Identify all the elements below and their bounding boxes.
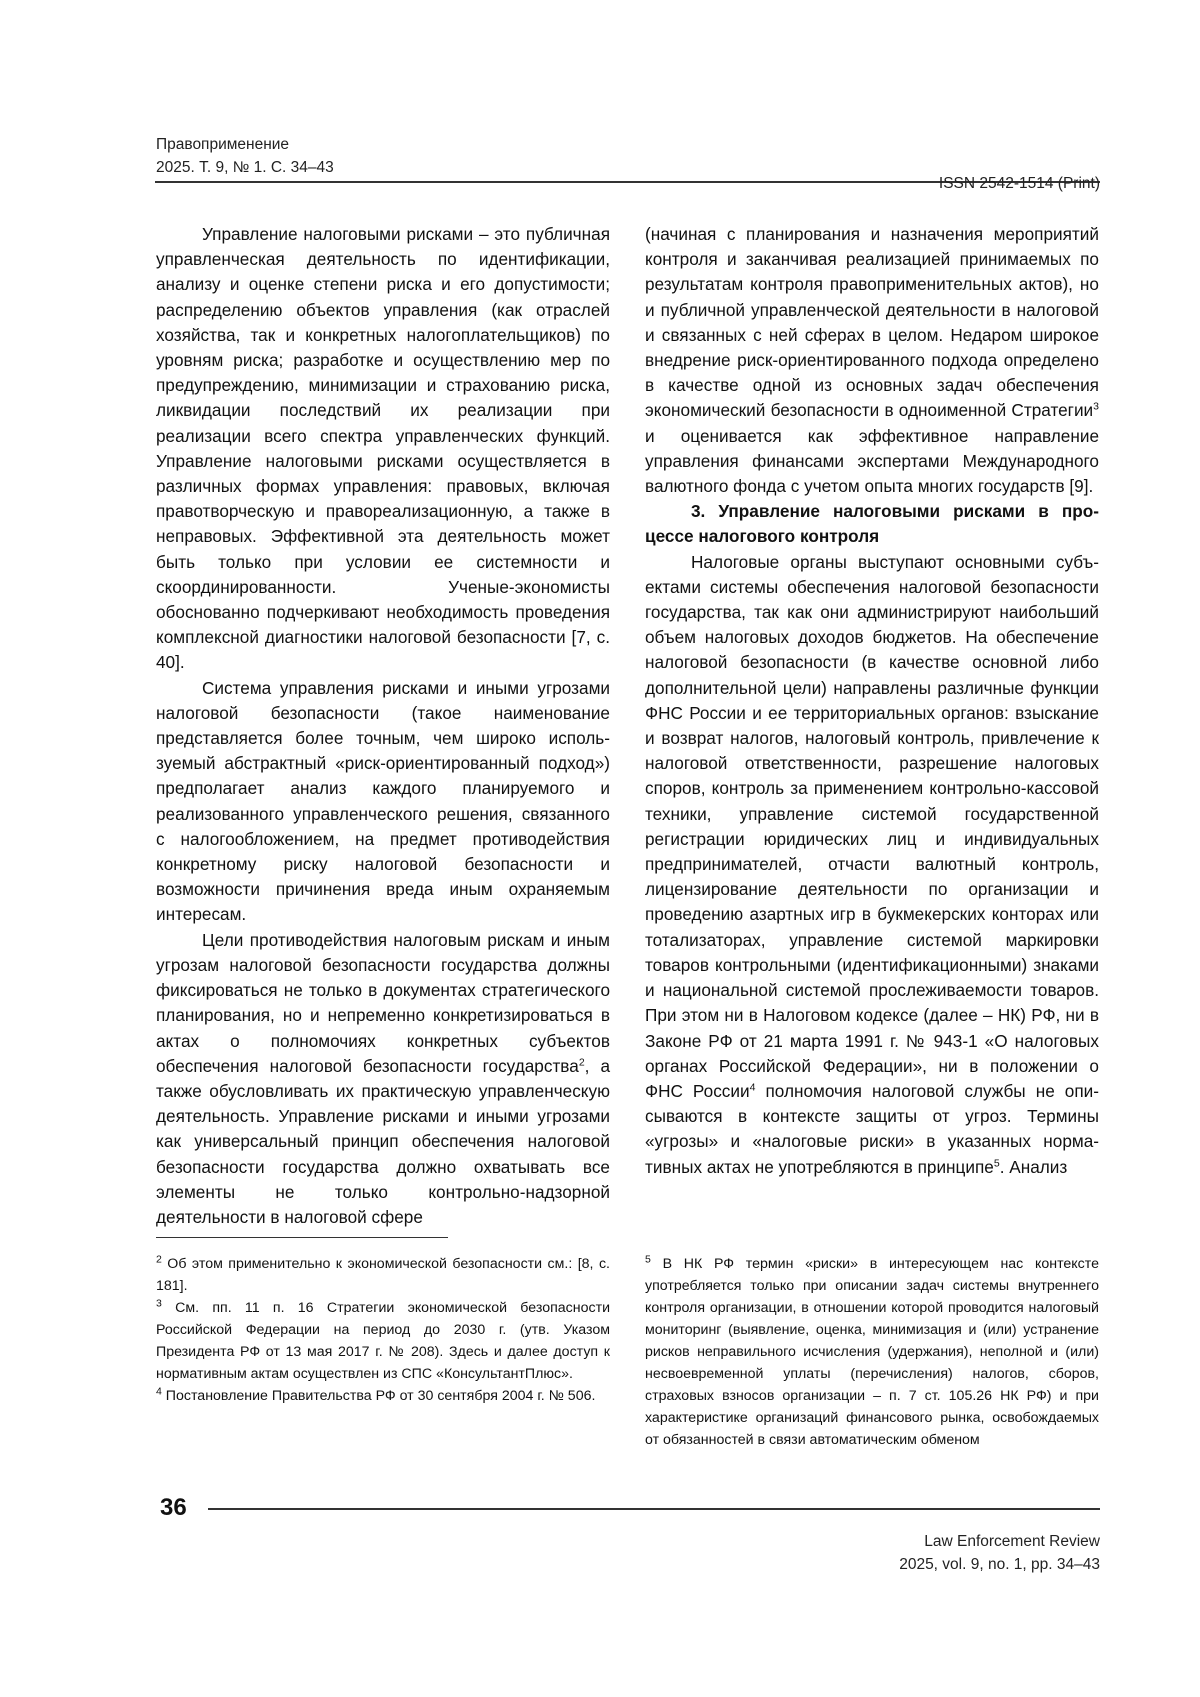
footnote-ref-4[interactable]: 4	[749, 1081, 756, 1094]
page-number: 36	[160, 1494, 187, 1521]
text-run: Цели противодействия налоговым рискам и иным угрозам налоговой безопасности государства должны фиксироваться не только в документах стратегического планирования, но и непременно конкретизироваться в актах о полномочиях конкретных субъектов обеспечения налоговой безопасности государства	[156, 929, 610, 1076]
text-run: . Анализ	[999, 1156, 1068, 1177]
footnote-divider	[156, 1237, 448, 1238]
journal-citation-ru: 2025. Т. 9, № 1. С. 34–43	[156, 159, 334, 176]
footer-divider	[208, 1508, 1100, 1510]
issn-label: ISSN 2542-1514 (Print)	[938, 175, 1100, 192]
footnote-text: Об этом применительно к экономической безопасности см.: [8, с. 181].	[156, 1256, 610, 1294]
footnote-text: В НК РФ термин «риски» в интересующем нас контексте употребляется только при описании задач системы внутреннего контроля организации, в отношении которой проводится налоговый мониторинг (выявление, оценка, минимизация и (или) устранение рисков неправильного исчисления (удержания), неполной и (или) несвоевременной уплаты (перечисления) налогов, сборов, страховых взносов организации – п. 7 ст. 105.26 НК РФ) и при характеристике организаций финансового рынка, освобождаемых от обязанностей в связи автоматическим обменом	[645, 1256, 1099, 1448]
footnotes-left	[156, 1253, 610, 1407]
footnote-2	[156, 1253, 610, 1297]
footnote-number: 3	[156, 1297, 162, 1310]
footnote-text: Постановление Правительства РФ от 30 сентября 2004 г. № 506.	[161, 1388, 596, 1404]
journal-citation-en: 2025, vol. 9, no. 1, pp. 34–43	[899, 1556, 1100, 1573]
footnote-4	[156, 1385, 610, 1407]
text-run: (начиная с планирования и назначения мероприятий контроля и заканчивая реализацией принимаемых по результатам контроля правоприменительных актов), но и публичной управленческой деятельности в налоговой и связанных с ней сферах в целом. Недаром широкое внедрение риск-ориентированного подхода определено в качестве одной из основных задач обеспечения экономический безопасности в одноименной Стратегии	[645, 224, 1099, 421]
running-footer-en	[899, 1530, 1100, 1576]
paragraph: Управление налоговыми рисками – это публичная управленческая деятельность по идентификации, анализу и оценке степени риска и его допустимости; распределению объектов управления (как отраслей хозяйства, так и конкретных налогоплательщиков) по уровням риска; разработке и осуществлению мер по предупреждению, минимизации и страхованию риска, ликвидации последствий их реализации при реализации всего спектра управленческих функций. Управление налоговыми рисками осуществляется в различных формах управления: правовых, включая правотворческую и правореализационную, а также в неправовых. Эффективной эта деятельность может быть только при условии ее системности и скоординированности. Ученые-экономисты обоснованно подчеркивают необходимость проведения комплексной диагностики налоговой безопасности [7, с. 40].	[156, 224, 610, 673]
paragraph: Система управления рисками и иными угрозами налоговой безопасности (такое наименование представляется более точным, чем широко используемый абстрактный «риск-ориентированный подход») предполагает анализ каждого планируемого и реализованного управленческого решения, связанного с налогообложением, на предмет противодействия конкретному риску налоговой безопасности и возможности причинения вреда иным охраняемым интересам.	[156, 677, 610, 925]
footnote-3	[156, 1297, 610, 1385]
paragraph	[645, 550, 1099, 1180]
text-run: Налоговые органы выступают основными субъектами системы обеспечения налоговой безопасности государства, так как они администрируют наибольший объем налоговых доходов бюджетов. На обеспечение налоговой безопасности (в качестве основной либо дополнительной цели) направлены различные функции ФНС России и ее территориальных органов: взыскание и возврат налогов, налоговый контроль, привлечение к налоговой ответственности, разрешение налоговых споров, контроль за применением контрольно-кассовой техники, управление системой государственной регистрации юридических лиц и индивидуальных предпринимателей, отчасти валютный контроль, лицензирование деятельности по организации и проведению азартных игр в букмекерских конторах или тотализаторах, управление системой маркировки товаров контрольными (идентификационными) знаками и национальной системой прослеживаемости товаров. При этом ни в Налоговом кодексе (далее – НК) РФ, ни в Законе РФ от 21 марта 1991 г. № 943-1 «О налоговых органах Российской Федерации», ни в положении о ФНС России	[645, 551, 1099, 1101]
journal-title-ru: Правоприменение	[156, 136, 290, 153]
footnote-5	[645, 1253, 1099, 1451]
footnote-ref-2[interactable]: 2	[578, 1055, 585, 1068]
paragraph	[645, 222, 1099, 499]
footnote-ref-3[interactable]: 3	[1093, 400, 1099, 413]
journal-title-en: Law Enforcement Review	[924, 1533, 1100, 1550]
text-run: и оценивается как эффективное направление управления финансами экспертами Международного валютного фонда с учетом опыта многих государств [9].	[645, 425, 1099, 497]
text-run: , а также обусловливать их практическую управленческую деятельность. Управление рисками и иными угрозами как универсальный принцип обеспечения налоговой безопасности государства должно охватывать все элементы не только контрольно-надзорной деятельности в налоговой сфере	[156, 1055, 610, 1227]
footnote-number: 5	[645, 1253, 651, 1266]
footnotes-right	[645, 1253, 1099, 1451]
left-column	[156, 222, 610, 1230]
footnote-number: 2	[156, 1253, 162, 1266]
paragraph	[156, 928, 610, 1230]
right-column	[645, 222, 1099, 1180]
footnote-text: См. пп. 11 п. 16 Стратегии экономической безопасности Российской Федерации на период до 2030 г. (утв. Указом Президента РФ от 13 мая 2017 г. № 208). Здесь и далее доступ к нормативным актам осуществлен из СПС «КонсультантПлюс».	[156, 1300, 610, 1382]
section-heading: 3. Управление налоговыми рисками в процессе налогового контроля	[645, 501, 1099, 547]
text-run: полномочия налоговой службы не описываются в контексте защиты от угроз. Термины «угрозы» и «налоговые риски» в указанных нормативных актах не употребляются в принципе	[645, 1080, 1099, 1177]
running-header-ru	[156, 133, 334, 179]
footnote-number: 4	[156, 1385, 162, 1398]
footnote-ref-5[interactable]: 5	[993, 1156, 1000, 1169]
